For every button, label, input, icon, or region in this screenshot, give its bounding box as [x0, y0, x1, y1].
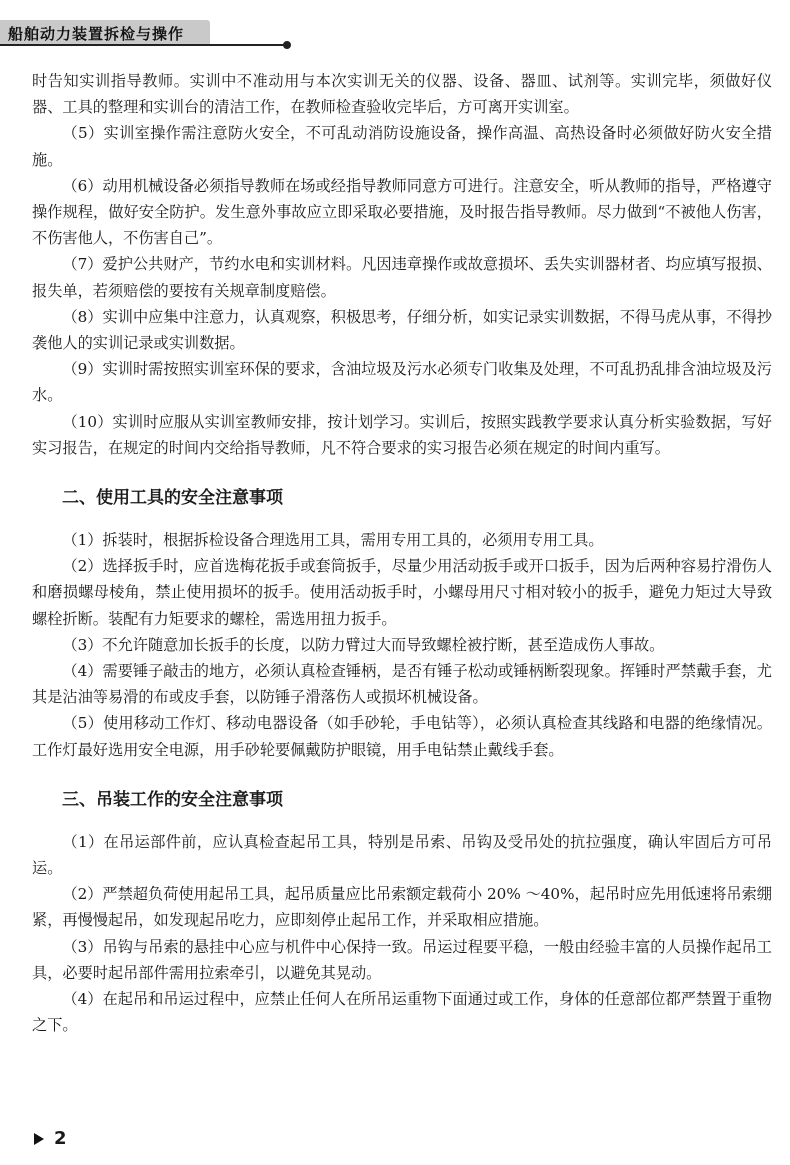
book-title: 船舶动力装置拆检与操作 — [8, 25, 185, 43]
paragraph-lifting-3: （3）吊钩与吊索的悬挂中心应与机件中心保持一致。吊运过程要平稳，一般由经验丰富的人员操作起吊工具，必要时起吊部件需用拉索牵引，以避免其晃动。 — [32, 937, 772, 982]
header-rule-dot — [283, 41, 291, 49]
paragraph-lifting-4: （4）在起吊和吊运过程中，应禁止任何人在所吊运重物下面通过或工作，身体的任意部位都严禁置于重物之下。 — [32, 990, 772, 1035]
page-header — [0, 0, 790, 52]
paragraph-lifting-1: （1）在吊运部件前，应认真检查起吊工具，特别是吊索、吊钩及受吊处的抗拉强度，确认牢固后方可吊运。 — [32, 832, 772, 878]
paragraph-continued: 时告知实训指导教师。实训中不准动用与本次实训无关的仪器、设备、器皿、试剂等。实训完毕，须做好仪器、工具的整理和实训台的清洁工作，在教师检查验收完毕后，方可离开实训室。 — [32, 72, 772, 117]
header-rule — [0, 44, 285, 46]
page-body — [32, 68, 772, 1039]
paragraph-tools-3: （3）不允许随意加长扳手的长度，以防力臂过大而导致螺栓被拧断，甚至造成伤人事故。 — [62, 635, 665, 654]
paragraph-tools-1: （1）拆装时，根据拆检设备合理选用工具，需用专用工具的，必须用专用工具。 — [62, 531, 604, 550]
paragraph-rule-7: （7）爱护公共财产，节约水电和实训材料。凡因违章操作或故意损坏、丢失实训器材者、均应填写报损、报失单，若须赔偿的要按有关规章制度赔偿。 — [32, 255, 772, 300]
page-footer — [34, 1128, 67, 1152]
page-arrow-icon — [34, 1133, 44, 1145]
paragraph-tools-4: （4）需要锤子敲击的地方，必须认真检查锤柄，是否有锤子松动或锤柄断裂现象。挥锤时严禁戴手套，尤其是沾油等易滑的布或皮手套，以防锤子滑落伤人或损坏机械设备。 — [32, 662, 772, 707]
paragraph-rule-9: （9）实训时需按照实训室环保的要求，含油垃圾及污水必须专门收集及处理，不可乱扔乱排含油垃圾及污水。 — [32, 360, 772, 405]
paragraph-rule-10: （10）实训时应服从实训室教师安排，按计划学习。实训后，按照实践教学要求认真分析实验数据，写好实习报告，在规定的时间内交给指导教师，凡不符合要求的实习报告必须在规定的时间内重写。 — [32, 412, 772, 457]
page-number: 2 — [54, 1128, 67, 1149]
section-heading-tools: 二、使用工具的安全注意事项 — [62, 488, 283, 509]
paragraph-rule-6: （6）动用机械设备必须指导教师在场或经指导教师同意方可进行。注意安全，听从教师的指导，严格遵守操作规程，做好安全防护。发生意外事故应立即采取必要措施，及时报告指导教师。尽力做到“不被他人伤害，不伤害他人，不伤害自己”。 — [32, 176, 772, 248]
paragraph-rule-5: （5）实训室操作需注意防火安全，不可乱动消防设施设备，操作高温、高热设备时必须做好防火安全措施。 — [32, 124, 772, 169]
paragraph-rule-8: （8）实训中应集中注意力，认真观察，积极思考，仔细分析，如实记录实训数据，不得马虎从事，不得抄袭他人的实训记录或实训数据。 — [32, 307, 772, 353]
paragraph-lifting-2: （2）严禁超负荷使用起吊工具，起吊质量应比吊索额定载荷小 20% ～40%，起吊时应先用低速将吊索绷紧，再慢慢起吊，如发现起吊吃力，应即刻停止起吊工作，并采取相应措施。 — [32, 885, 772, 930]
section-heading-lifting: 三、吊装工作的安全注意事项 — [62, 789, 283, 810]
paragraph-tools-5: （5）使用移动工作灯、移动电器设备（如手砂轮，手电钻等），必须认真检查其线路和电器的绝缘情况。工作灯最好选用安全电源，用手砂轮要佩戴防护眼镜，用手电钻禁止戴线手套。 — [32, 714, 772, 759]
paragraph-tools-2: （2）选择扳手时，应首选梅花扳手或套筒扳手，尽量少用活动扳手或开口扳手，因为后两种容易拧滑伤人和磨损螺母棱角，禁止使用损坏的扳手。使用活动扳手时，小螺母用尺寸相对较小的扳手，避免力矩过大导致螺栓折断。装配有力矩要求的螺栓，需选用扭力扳手。 — [32, 557, 772, 628]
